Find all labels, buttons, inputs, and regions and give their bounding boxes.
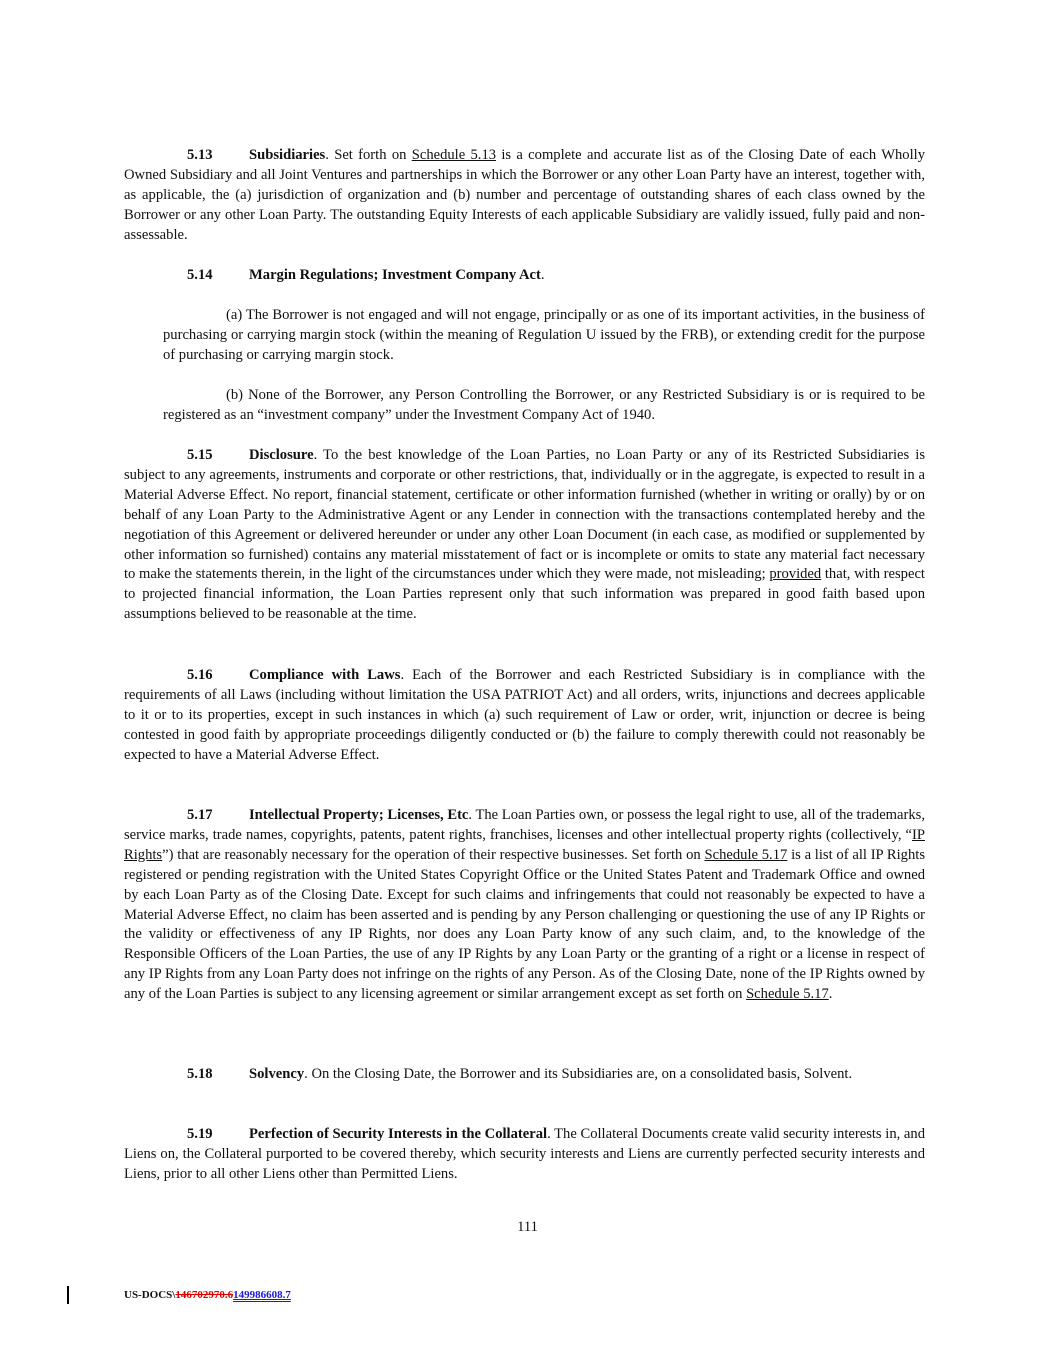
section-5-19: 5.19 Perfection of Security Interests in the Collateral. The Collateral Documents create valid security interests in, and Liens on, the Collateral purported to be covered thereby, which security interests and Liens are currently perfected security interests and Liens, prior to all other Liens other than Permitted Liens.: [124, 1126, 925, 1182]
provided-term: provided: [769, 566, 822, 583]
section-title: Disclosure: [249, 447, 314, 463]
section-5-16: 5.16 Compliance with Laws. Each of the Borrower and each Restricted Subsidiary is in compliance with the requirements of all Laws (including without limitation the USA PATRIOT Act) and all orders, writs, injunctions and decrees applicable to it or to its properties, except in such instances in which (a) such requirement of Law or order, writ, injunction or decree is being contested in good faith by appropriate proceedings diligently conducted or (b) the failure to comply therewith could not reasonably be expected to have a Material Adverse Effect.: [124, 667, 925, 763]
section-5-13: 5.13 Subsidiaries. Set forth on Schedule 5.13 is a complete and accurate list as of the Closing Date of each Wholly Owned Subsidiary and all Joint Ventures and partnerships in which the Borrower or any other Loan Party have an interest, together with, as applicable, the (a) jurisdiction of organization and (b) number and percentage of outstanding shares of each class owned by the Borrower or any other Loan Party. The outstanding Equity Interests of each applicable Subsidiary are validly issued, fully paid and non-assessable.: [124, 147, 925, 243]
change-bar: [67, 1286, 69, 1304]
section-5-18: 5.18 Solvency. On the Closing Date, the Borrower and its Subsidiaries are, on a consolidated basis, Solvent.: [124, 1065, 925, 1085]
section-number: 5.14: [187, 267, 213, 283]
section-number: 5.18: [187, 1066, 213, 1082]
section-number: 5.13: [187, 147, 213, 163]
document-footer: [124, 1288, 291, 1302]
section-5-17: 5.17 Intellectual Property; Licenses, Etc. The Loan Parties own, or possess the legal right to use, all of the trademarks, service marks, trade names, copyrights, patents, patent rights, franchises, licenses and other intellectual property rights (collectively, “IP Rights”) that are reasonably necessary for the operation of their respective businesses. Set forth on Schedule 5.17 is a list of all IP Rights registered or pending registration with the United States Copyright Office or the United States Patent and Trademark Office and owned by each Loan Party as of the Closing Date. Except for such claims and infringements that could not reasonably be expected to have a Material Adverse Effect, no claim has been asserted and is pending by any Person challenging or questioning the use of any IP Rights or the validity or effectiveness of any IP Rights, nor does any Loan Party know of any such claim, and, to the knowledge of the Responsible Officers of the Loan Parties, the use of any IP Rights by any Loan Party or the granting of a right or a license in respect of any IP Rights from any Loan Party does not infringe on the rights of any Person. As of the Closing Date, none of the IP Rights owned by any of the Loan Parties is subject to any licensing agreement or similar arrangement except as set forth on Schedule 5.17.: [124, 807, 926, 1003]
section-5-15: 5.15 Disclosure. To the best knowledge of the Loan Parties, no Loan Party or any of its Restricted Subsidiaries is subject to any agreements, instruments and corporate or other restrictions, that, individually or in the aggregate, is expected to result in a Material Adverse Effect. No report, financial statement, certificate or other information furnished (whether in writing or orally) by or on behalf of any Loan Party to the Administrative Agent or any Lender in connection with the transactions contemplated hereby and the negotiation of this Agreement or delivered hereunder or under any other Loan Document (in each case, as modified or supplemented by other information so furnished) contains any material misstatement of fact or is incomplete or omits to state any material fact necessary to make the statements therein, in the light of the circumstances under which they were made, not misleading; provided that, with respect to projected financial information, the Loan Parties represent only that such information was prepared in good faith based upon assumptions believed to be reasonable at the time.: [124, 447, 925, 623]
section-title: Compliance with Laws: [249, 667, 401, 683]
schedule-link: Schedule 5.17: [746, 986, 829, 1003]
section-title: Intellectual Property; Licenses, Etc: [249, 807, 469, 823]
section-5-14: 5.14 Margin Regulations; Investment Company Act.: [124, 266, 925, 286]
section-number: 5.16: [187, 667, 213, 683]
section-title: Margin Regulations; Investment Company Act: [249, 267, 541, 283]
section-title: Perfection of Security Interests in the Collateral: [249, 1126, 548, 1142]
section-number: 5.19: [187, 1126, 213, 1142]
section-5-14-b: (b) None of the Borrower, any Person Controlling the Borrower, or any Restricted Subsidiary is or is required to be registered as an “investment company” under the Investment Company Act of 1940.: [163, 387, 925, 423]
schedule-link: Schedule 5.13: [411, 147, 497, 163]
schedule-link: Schedule 5.17: [704, 846, 788, 863]
deleted-doc-id: 146702970.6: [175, 1289, 234, 1301]
section-title: Subsidiaries: [249, 147, 326, 163]
ip-rights-term: IP Rights: [124, 826, 925, 863]
section-title: Solvency: [249, 1066, 305, 1082]
inserted-doc-id: 149986608.7: [233, 1289, 291, 1301]
section-number: 5.15: [187, 447, 213, 463]
section-5-14-a: (a) The Borrower is not engaged and will not engage, principally or as one of its important activities, in the business of purchasing or carrying margin stock (within the meaning of Regulation U issued by the FRB), or extending credit for the purpose of purchasing or carrying margin stock.: [163, 307, 925, 363]
footer-prefix: US-DOCS\: [124, 1289, 176, 1301]
section-number: 5.17: [187, 807, 213, 823]
page-number: 111: [517, 1219, 538, 1235]
